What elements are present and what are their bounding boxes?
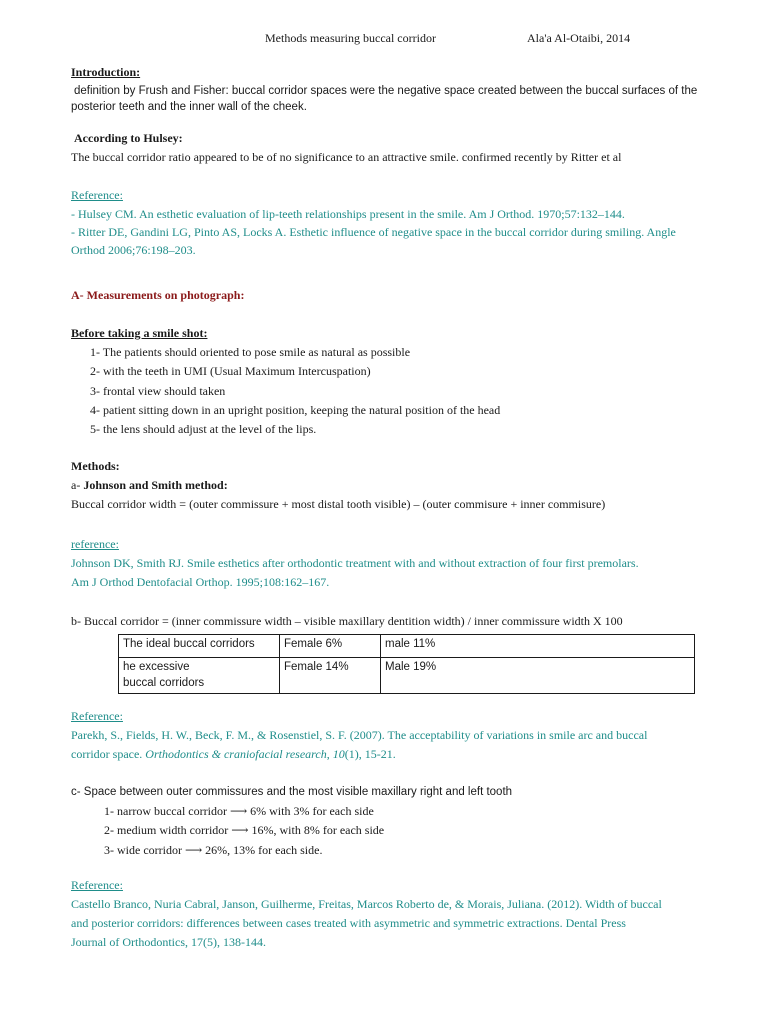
reference-text: (1), 15-21.: [344, 747, 396, 761]
table-cell: male 11%: [381, 635, 695, 658]
reference-label: reference:: [71, 537, 119, 551]
table-cell-line: he excessive: [123, 661, 190, 673]
introduction-line-2: posterior teeth and the inner wall of the cheek.: [71, 101, 307, 113]
list-item: 2- medium width corridor ⟶ 16%, with 8% for each side: [104, 823, 385, 837]
header-author: Ala'a Al-Otaibi, 2014: [527, 31, 631, 45]
method-c-text: c- Space between outer commissures and the most visible maxillary right and left tooth: [71, 786, 513, 798]
reference-label: Reference:: [71, 709, 123, 723]
reference-line: Journal of Orthodontics, 17(5), 138-144.: [71, 935, 266, 949]
reference-line: [71, 745, 396, 763]
introduction-line-1: definition by Frush and Fisher: buccal corridor spaces were the negative space created between the buccal surfaces of the: [74, 85, 698, 97]
method-a-title: [71, 476, 228, 494]
reference-line: - Ritter DE, Gandini LG, Pinto AS, Locks A. Esthetic influence of negative space in the buccal corridor during smiling. Angle: [71, 225, 676, 239]
before-shot-heading: Before taking a smile shot:: [71, 326, 208, 340]
reference-line: Am J Orthod Dentofacial Orthop. 1995;108:162–167.: [71, 575, 330, 589]
table-row: [119, 635, 695, 658]
list-item: 3- wide corridor ⟶ 26%, 13% for each side.: [104, 843, 323, 857]
reference-text: ,: [326, 747, 333, 761]
method-a-formula: Buccal corridor width = (outer commissure + most distal tooth visible) – (outer commisure + inner commisure): [71, 497, 606, 511]
list-item: 2- with the teeth in UMI (Usual Maximum Intercuspation): [90, 364, 371, 378]
reference-line: Orthod 2006;76:198–203.: [71, 243, 196, 257]
table-cell: Female 14%: [280, 658, 381, 694]
reference-line: and posterior corridors: differences between cases treated with asymmetric and symmetric extractions. Dental Press: [71, 916, 626, 930]
reference-label: Reference:: [71, 878, 123, 892]
list-item: 4- patient sitting down in an upright position, keeping the natural position of the head: [90, 403, 501, 417]
section-a-heading: A- Measurements on photograph:: [71, 288, 245, 302]
methods-heading: Methods:: [71, 459, 120, 473]
table-cell: Male 19%: [381, 658, 695, 694]
journal-volume: 10: [332, 747, 345, 761]
table-cell: Female 6%: [280, 635, 381, 658]
reference-line: - Hulsey CM. An esthetic evaluation of lip-teeth relationships present in the smile. Am J Orthod. 1970;57:132–144.: [71, 207, 625, 221]
hulsey-heading: According to Hulsey:: [74, 131, 183, 145]
list-item: 5- the lens should adjust at the level of the lips.: [90, 422, 317, 436]
list-item: 1- narrow buccal corridor ⟶ 6% with 3% for each side: [104, 804, 374, 818]
method-b-formula: b- Buccal corridor = (inner commissure width – visible maxillary dentition width) / inner commissure width X 100: [71, 614, 623, 628]
table-cell: [119, 658, 280, 694]
table-cell: The ideal buccal corridors: [119, 635, 280, 658]
hulsey-text: The buccal corridor ratio appeared to be of no significance to an attractive smile. confirmed recently by Ritter et al: [71, 150, 622, 164]
list-item: 1- The patients should oriented to pose smile as natural as possible: [90, 345, 411, 359]
journal-title: Orthodontics & craniofacial research: [145, 747, 327, 761]
reference-line: Johnson DK, Smith RJ. Smile esthetics after orthodontic treatment with and without extraction of four first premolars.: [71, 556, 639, 570]
reference-label: Reference:: [71, 188, 123, 202]
header-title: Methods measuring buccal corridor: [265, 31, 436, 45]
table-cell-line: buccal corridors: [123, 677, 205, 689]
method-a-prefix: a-: [71, 478, 84, 492]
table-row: [119, 658, 695, 694]
buccal-corridor-table: [118, 634, 695, 694]
introduction-heading: Introduction:: [71, 65, 141, 79]
reference-line: Parekh, S., Fields, H. W., Beck, F. M., & Rosenstiel, S. F. (2007). The acceptability of variations in smile arc and buccal: [71, 728, 648, 742]
reference-line: Castello Branco, Nuria Cabral, Janson, Guilherme, Freitas, Marcos Roberto de, & Morais, Juliana. (2012). Width of buccal: [71, 897, 662, 911]
method-a-name: Johnson and Smith method:: [83, 478, 228, 492]
list-item: 3- frontal view should taken: [90, 384, 226, 398]
reference-text: corridor space.: [71, 747, 146, 761]
